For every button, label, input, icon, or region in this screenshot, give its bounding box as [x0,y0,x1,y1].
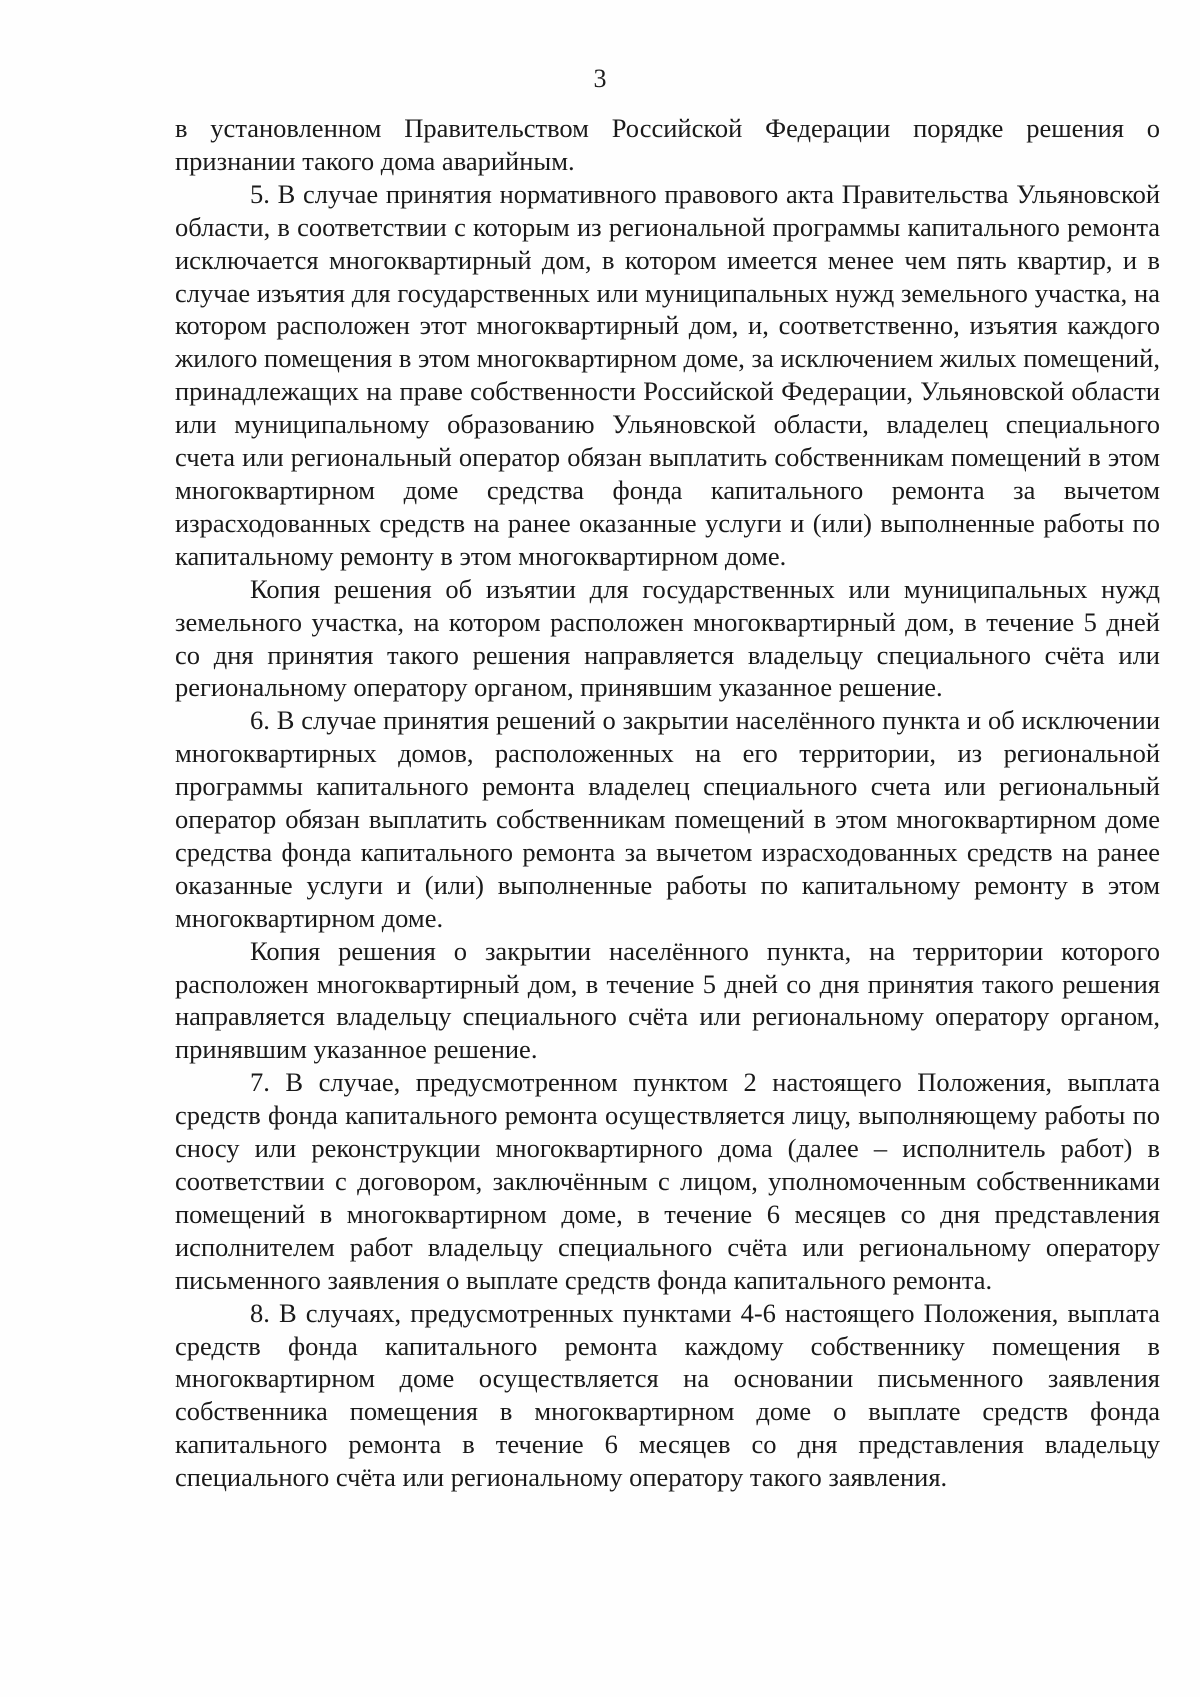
paragraph-item-5: 5. В случае принятия нормативного правового акта Правительства Ульяновской области, в соответствии с которым из региональной программы капитального ремонта исключается многоквартирный дом, в котором имеется менее чем пять квартир, и в случае изъятия для государственных или муниципальных нужд земельного участка, на котором расположен этот многоквартирный дом, и, соответственно, изъятия каждого жилого помещения в этом многоквартирном доме, за исключением жилых помещений, принадлежащих на праве собственности Российской Федерации, Ульяновской области или муниципальному образованию Ульяновской области, владелец специального счета или региональный оператор обязан выплатить собственникам помещений в этом многоквартирном доме средства фонда капитального ремонта за вычетом израсходованных средств на ранее оказанные услуги и (или) выполненные работы по капитальному ремонту в этом многоквартирном доме. [175,178,1160,571]
paragraph-item-7: 7. В случае, предусмотренном пунктом 2 настоящего Положения, выплата средств фонда капитального ремонта осуществляется лицу, выполняющему работы по сносу или реконструкции многоквартирного дома (далее – исполнитель работ) в соответствии с договором, заключённым с лицом, уполномоченным собственниками помещений в многоквартирном доме, в течение 6 месяцев со дня представления исполнителем работ владельцу специального счёта или региональному оператору письменного заявления о выплате средств фонда капитального ремонта. [175,1067,1160,1295]
document-body [175,112,1160,1494]
page-number: 3 [593,64,607,93]
paragraph-item-6: 6. В случае принятия решений о закрытии населённого пункта и об исключении многоквартирных домов, расположенных на его территории, из региональной программы капитального ремонта владелец специального счета или региональный оператор обязан выплатить собственникам помещений в этом многоквартирном доме средства фонда капитального ремонта за вычетом израсходованных средств на ранее оказанные услуги и (или) выполненные работы по капитальному ремонту в этом многоквартирном доме. [175,705,1160,933]
paragraph-item-5-copy: Копия решения об изъятии для государственных или муниципальных нужд земельного участка, на котором расположен многоквартирный дом, в течение 5 дней со дня принятия такого решения направляется владельцу специального счёта или региональному оператору органом, принявшим указанное решение. [175,573,1160,703]
paragraph-item-6-copy: Копия решения о закрытии населённого пункта, на территории которого расположен многоквартирный дом, в течение 5 дней со дня принятия такого решения направляется владельцу специального счёта или региональному оператору органом, принявшим указанное решение. [175,935,1160,1065]
paragraph-item-8: 8. В случаях, предусмотренных пунктами 4-6 настоящего Положения, выплата средств фонда капитального ремонта каждому собственнику помещения в многоквартирном доме осуществляется на основании письменного заявления собственника помещения в многоквартирном доме о выплате средств фонда капитального ремонта в течение 6 месяцев со дня представления владельцу специального счёта или региональному оператору такого заявления. [175,1297,1160,1493]
paragraph-continuation: в установленном Правительством Российской Федерации порядке решения о признании такого дома аварийным. [175,113,1160,176]
